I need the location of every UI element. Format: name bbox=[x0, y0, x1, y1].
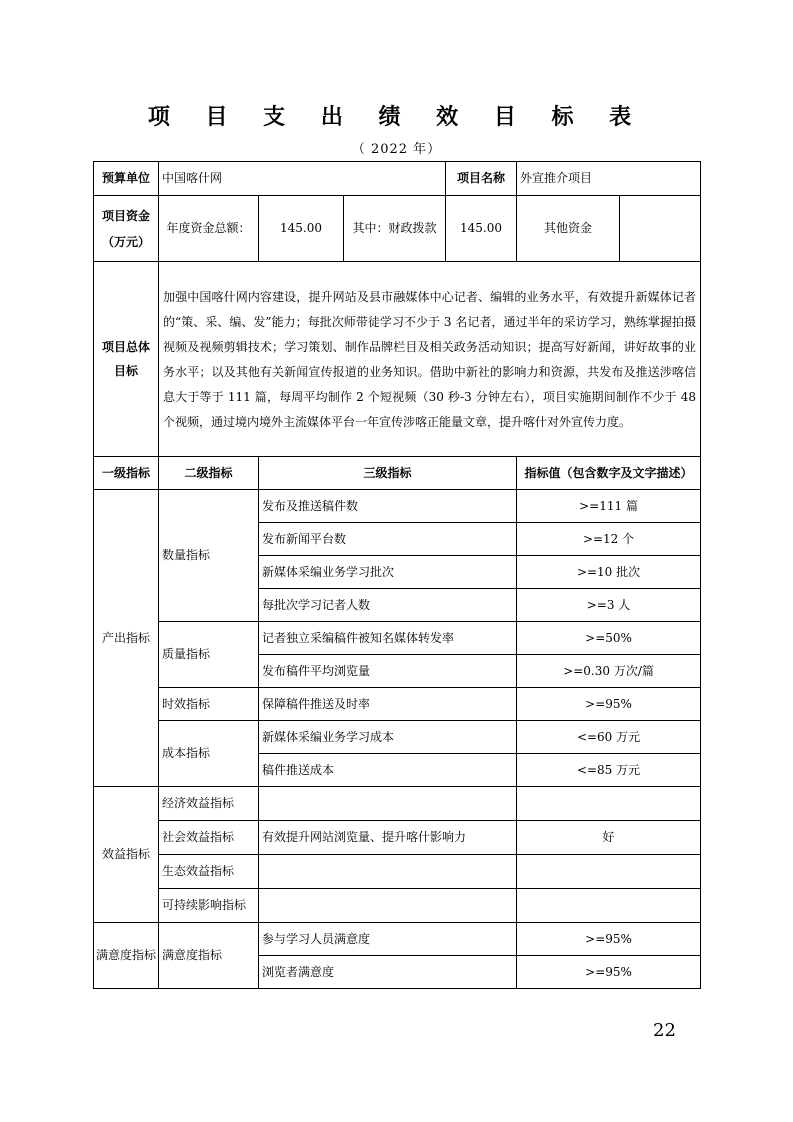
indicator-value: <=85 万元 bbox=[517, 754, 701, 787]
table-row bbox=[94, 787, 701, 821]
indicator-name: 记者独立采编稿件被知名媒体转发率 bbox=[259, 622, 517, 655]
indicator-name: 发布稿件平均浏览量 bbox=[259, 655, 517, 688]
benefit-level2-label: 可持续影响指标 bbox=[159, 889, 259, 923]
benefit-level2-label: 经济效益指标 bbox=[159, 787, 259, 821]
page-number: 22 bbox=[653, 1020, 676, 1041]
funds-label-line1: 项目资金 bbox=[101, 208, 150, 223]
budget-unit-label: 预算单位 bbox=[94, 162, 159, 196]
timeliness-indicator-label: 时效指标 bbox=[159, 688, 259, 721]
project-name-value: 外宣推介项目 bbox=[517, 162, 701, 196]
indicator-name: 新媒体采编业务学习成本 bbox=[259, 721, 517, 754]
table-row bbox=[94, 721, 701, 754]
indicator-name bbox=[259, 787, 517, 821]
benefit-level2-label: 社会效益指标 bbox=[159, 821, 259, 855]
indicator-value: >=95% bbox=[517, 923, 701, 956]
indicator-name: 稿件推送成本 bbox=[259, 754, 517, 787]
fiscal-appropriation-label: 其中：财政拨款 bbox=[344, 196, 446, 262]
table-row-header bbox=[94, 162, 701, 196]
quantity-indicator-label: 数量指标 bbox=[159, 490, 259, 622]
indicator-name bbox=[259, 855, 517, 889]
table-row bbox=[94, 490, 701, 523]
indicator-value: >=12 个 bbox=[517, 523, 701, 556]
annual-total-label: 年度资金总额： bbox=[159, 196, 259, 262]
indicator-value: >=50% bbox=[517, 622, 701, 655]
column-value: 指标值（包含数字及文字描述） bbox=[517, 457, 701, 490]
page-title: 项 目 支 出 绩 效 目 标 表 bbox=[147, 104, 646, 130]
indicator-name: 发布新闻平台数 bbox=[259, 523, 517, 556]
indicator-value: >=111 篇 bbox=[517, 490, 701, 523]
indicator-name: 保障稿件推送及时率 bbox=[259, 688, 517, 721]
table-row bbox=[94, 821, 701, 855]
annual-total-value: 145.00 bbox=[259, 196, 344, 262]
indicator-name: 有效提升网站浏览量、提升喀什影响力 bbox=[259, 821, 517, 855]
table-row bbox=[94, 855, 701, 889]
quality-indicator-label: 质量指标 bbox=[159, 622, 259, 688]
indicator-name: 发布及推送稿件数 bbox=[259, 490, 517, 523]
indicator-value bbox=[517, 787, 701, 821]
fiscal-appropriation-value: 145.00 bbox=[446, 196, 517, 262]
satisfaction-level2-label: 满意度指标 bbox=[159, 923, 259, 989]
indicator-name: 每批次学习记者人数 bbox=[259, 589, 517, 622]
indicator-value: >=10 批次 bbox=[517, 556, 701, 589]
table-row bbox=[94, 622, 701, 655]
indicator-value: <=60 万元 bbox=[517, 721, 701, 754]
other-funds-value bbox=[620, 196, 701, 262]
indicator-name: 浏览者满意度 bbox=[259, 956, 517, 989]
budget-unit-value: 中国喀什网 bbox=[159, 162, 446, 196]
funds-label bbox=[94, 196, 159, 262]
indicator-name: 新媒体采编业务学习批次 bbox=[259, 556, 517, 589]
indicator-name bbox=[259, 889, 517, 923]
indicator-value: >=0.30 万次/篇 bbox=[517, 655, 701, 688]
benefit-indicator-label: 效益指标 bbox=[94, 787, 159, 923]
output-indicator-label: 产出指标 bbox=[94, 490, 159, 787]
indicator-value: 好 bbox=[517, 821, 701, 855]
indicator-value: >=95% bbox=[517, 688, 701, 721]
table-row-funds bbox=[94, 196, 701, 262]
project-name-label: 项目名称 bbox=[446, 162, 517, 196]
indicator-value bbox=[517, 855, 701, 889]
table-row-column-headers bbox=[94, 457, 701, 490]
indicator-value bbox=[517, 889, 701, 923]
table-row bbox=[94, 688, 701, 721]
other-funds-label: 其他资金 bbox=[517, 196, 620, 262]
indicator-value: >=95% bbox=[517, 956, 701, 989]
indicator-value: >=3 人 bbox=[517, 589, 701, 622]
table-row bbox=[94, 923, 701, 956]
table-row bbox=[94, 889, 701, 923]
column-level2: 二级指标 bbox=[159, 457, 259, 490]
page-subtitle-year: （ 2022 年） bbox=[351, 142, 442, 157]
column-level1: 一级指标 bbox=[94, 457, 159, 490]
benefit-level2-label: 生态效益指标 bbox=[159, 855, 259, 889]
goal-label: 项目总体目标 bbox=[94, 262, 159, 457]
funds-label-line2: （万元） bbox=[101, 234, 150, 249]
cost-indicator-label: 成本指标 bbox=[159, 721, 259, 787]
performance-goal-table bbox=[93, 161, 701, 989]
table-row-goal bbox=[94, 262, 701, 457]
indicator-name: 参与学习人员满意度 bbox=[259, 923, 517, 956]
satisfaction-indicator-label: 满意度指标 bbox=[94, 923, 159, 989]
column-level3: 三级指标 bbox=[259, 457, 517, 490]
goal-text: 加强中国喀什网内容建设，提升网站及县市融媒体中心记者、编辑的业务水平，有效提升新媒体记者的“策、采、编、发”能力；每批次师带徒学习不少于 3 名记者，通过半年的采访学习，熟练掌握拍摄视频及视频剪辑技术；学习策划、制作品牌栏目及相关政务活动知识；提高写好新闻，讲好故事的业务水平；以及其他有关新闻宣传报道的业务知识。借助中新社的影响力和资源，共发布及推送涉喀信息大于等于 111 篇，每周平均制作 2 个短视频（30 秒-3 分钟左右），项目实施期间制作不少于 48 个视频，通过境内境外主流媒体平台一年宣传涉喀正能量文章，提升喀什对外宣传力度。 bbox=[159, 262, 701, 457]
